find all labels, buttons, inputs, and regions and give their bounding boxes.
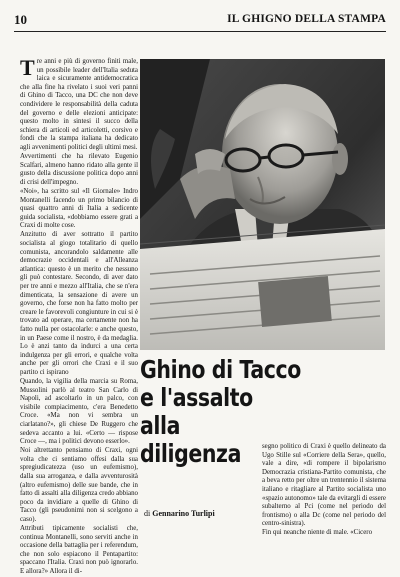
headline-line: diligenza [140, 439, 242, 468]
paragraph: Attributi tipicamente socialisti che, continua Montanelli, sono serviti anche in occasione della battaglia per i referendum, che non solo espiacono il Pentapartito: spaccano l'Italia. Craxi non può ignorarlo. E allora?» Allora il di- [20, 525, 138, 576]
byline [144, 509, 215, 518]
paragraph: segno politico di Craxi è quello delineato da Ugo Stille sul «Corriere della Sera», quello, vale a dire, «di rompere il bipolarismo Democrazia cristiana-Partito comunista, che a beva retto per oltre un trentennio il sistema italiano e ritagliare al Partito socialista uno «spazio autonomo» tale da evitargli di essere subalterno al Pci (come nel periodo del frontismo) o alla Dc (come nel periodo del centro-sinistra). [262, 443, 386, 528]
article-right-column [262, 443, 386, 537]
headline-line: alla [140, 411, 181, 440]
byline-author: Gennarino Turlipi [152, 509, 215, 518]
article-headline [140, 355, 301, 468]
paragraph: Fin qui neanche niente di male. «Cicero [262, 529, 373, 537]
header-rule [14, 31, 386, 32]
page-number: 10 [14, 12, 27, 27]
paragraph: Avvertimenti che ha rilevato Eugenio Scalfari, almeno hanno ridato alla gente il gusto della discussione politica dopo anni di crisi dell'impegno. [20, 153, 138, 186]
article-photo [140, 59, 385, 350]
photo-illustration [140, 59, 385, 350]
paragraph: «Noi», ha scritto sul «Il Giornale» Indro Montanelli facendo un primo bilancio di quasi quattro anni di Italia a sedicente guida socialista, «dobbiamo essere grati a Craxi di molte cose. [20, 187, 138, 230]
paragraph: re anni e più di governo finiti male, un possibile leader dell'Italia seduta laica e sicuramente antidemocratica che alla fine ha rivelato i suoi veri panni di Ghino di Tacco, una DC che non deve condividere le responsabilità della caduta del governo e delle elezioni anticipate: questo molto in sintesi il succo della schiera di articoli ed articoletti, corsivo e fondi che la stampa italiana ha dedicato agli avvenimenti politici degli ultimi mesi. [20, 58, 138, 151]
magazine-title: IL GHIGNO DELLA STAMPA [227, 13, 386, 25]
byline-prefix: di [144, 509, 153, 518]
paragraph: Noi altrettanto pensiamo di Craxi, ogni volta che ci sentiamo offesi dalla sua spregiudicatezza (uso un eufemismo), dalla sua arroganza, e dalla avventurosità (altro eufemismo) delle sue bande, che in fatto di assalti alla diligenza credo abbiano poco da invidiare a quelle di Ghino di Tacco (gli pseudonimi non si scelgono a caso). [20, 447, 138, 523]
paragraph: Anzitutto di aver sottratto il partito socialista al giogo totalitario di quello comunista, ancorandolo saldamente alle democrazie occidentali e all'Alleanza atlantica: questo è un merito che nessuno gli può contestare. Secondo, di aver dato per tre anni e mezzo all'Italia, che se n'era dimenticata, la sensazione di avere un governo, che forse non ha fatto molto per creare le favorevoli congiunture in cui si è trovato ad operare, ma certamente non ha fatto nulla per ostacolarle: e anche questo, in un Paese come il nostro, è da medaglia. Lo è anzi tanto da indurci a una certa indulgenza per gli errori, e qualche volta anche per gli orrori che Craxi e il suo partito ci ispirano [20, 231, 138, 376]
drop-cap: T [20, 55, 35, 80]
article-left-column [20, 55, 138, 576]
headline-line: e l'assalto [140, 383, 253, 412]
paragraph: Quando, la vigilia della marcia su Roma, Mussolini parlò al teatro San Carlo di Napoli, ad ascoltarlo in un palco, con visibile compiacimento, c'era Benedetto Croce. «Ma non vi sembra un ciarlatano?», gli chiese De Ruggero che sedeva accanto a lui. «Certo — rispose Croce —, ma i politici devono esserlo». [20, 377, 138, 446]
headline-line: Ghino di Tacco [140, 355, 301, 384]
